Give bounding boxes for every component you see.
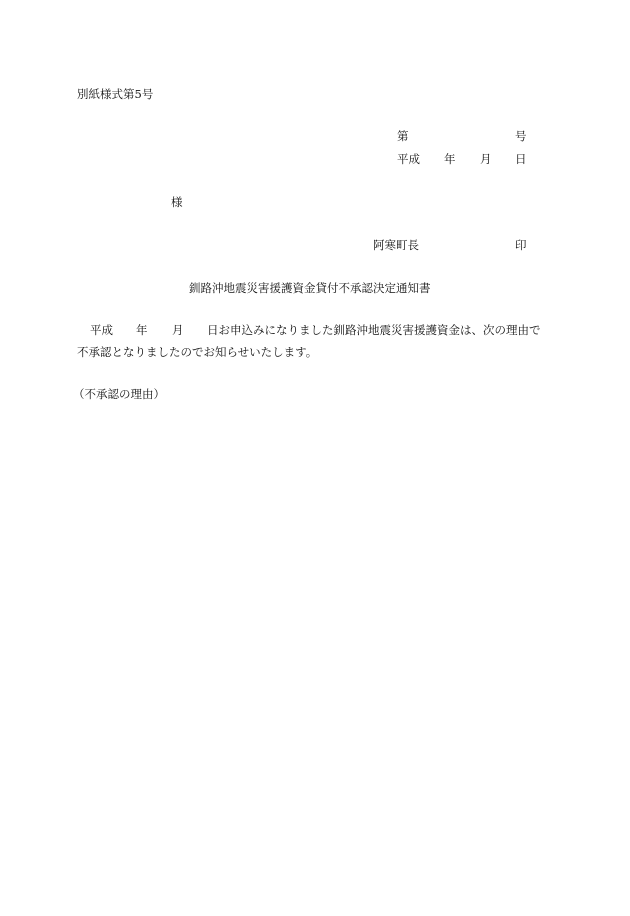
date-day: 日 — [515, 152, 527, 166]
document-number-go: 号 — [515, 129, 527, 143]
reason-heading: （不承認の理由） — [73, 387, 165, 401]
date-month: 月 — [480, 152, 492, 166]
document-number-dai: 第 — [397, 129, 409, 143]
issuer-name: 阿寒町長 — [373, 238, 419, 252]
body-year: 年 — [136, 323, 148, 337]
date-era: 平成 — [397, 152, 420, 166]
issuer-seal: 印 — [515, 238, 527, 252]
form-number: 別紙様式第5号 — [77, 87, 154, 101]
body-line1-rest: 日お申込みになりました釧路沖地震災害援護資金は、次の理由で — [207, 323, 541, 337]
document-title: 釧路沖地震災害援護資金貸付不承認決定通知書 — [189, 281, 431, 295]
body-line2: 不承認となりましたのでお知らせいたします。 — [77, 345, 318, 359]
body-era: 平成 — [90, 323, 113, 337]
addressee-honorific: 様 — [171, 195, 183, 209]
body-month: 月 — [172, 323, 184, 337]
date-year: 年 — [444, 152, 456, 166]
